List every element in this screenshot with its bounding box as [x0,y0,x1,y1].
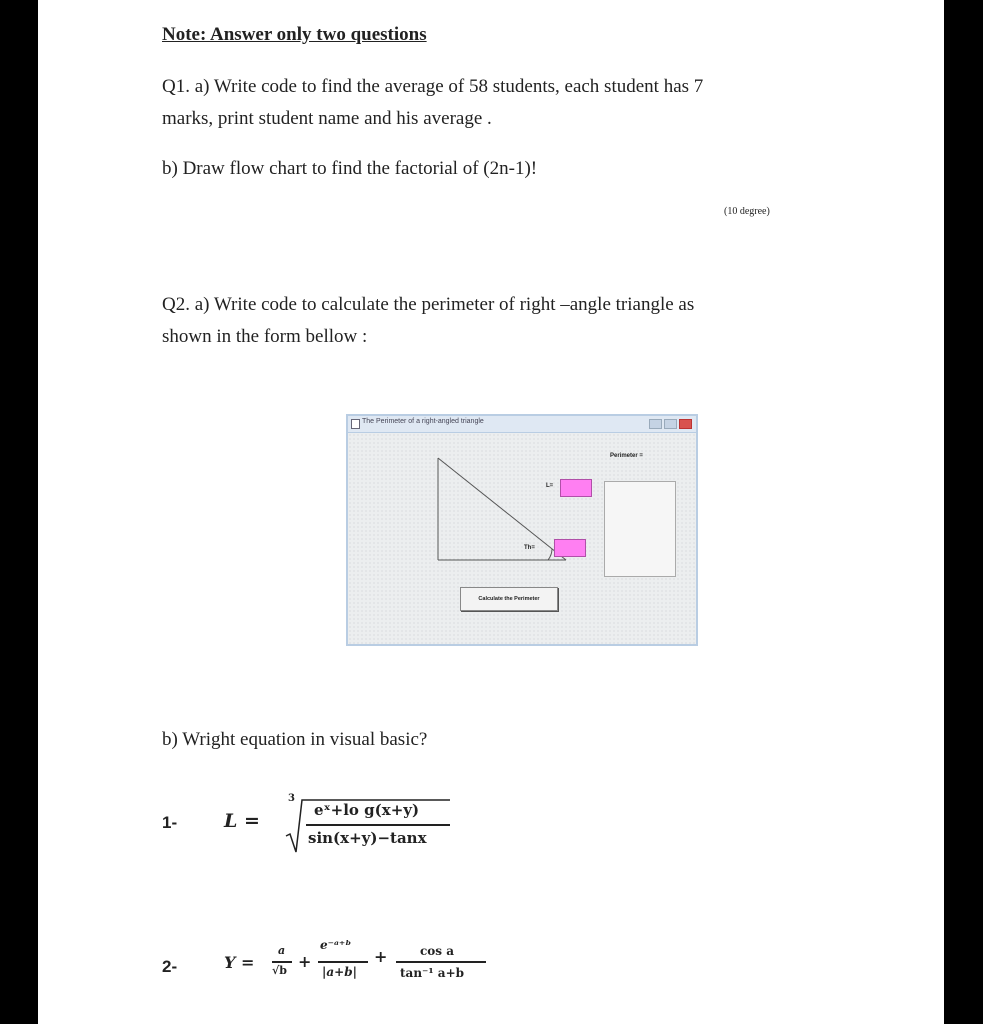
vb-form-screenshot [346,414,698,646]
perimeter-label: Perimeter = [610,453,643,459]
q2a-line1: Q2. a) Write code to calculate the perimeter of right –angle triangle as [162,294,695,315]
fraction-1-denominator: √b [272,964,287,977]
fraction-3-numerator: cos a [420,944,455,958]
window-controls [649,419,692,429]
degree-label: (10 degree) [724,206,770,217]
document-page [38,0,944,1024]
q1a-line1: Q1. a) Write code to find the average of 58 students, each student has 7 [162,76,704,97]
equation-1-denominator: sin(x+y)−tanx [308,829,427,847]
fraction-3-denominator: tan⁻¹ a+b [400,966,465,980]
root-index: 3 [288,793,295,804]
equation-2-number: 2- [162,957,178,976]
fraction-1-bar [272,961,292,963]
q2b-text: b) Wright equation in visual basic? [162,729,428,750]
q2a-line2: shown in the form bellow : [162,326,368,347]
th-textbox[interactable] [554,539,586,557]
vb-form-title: The Perimeter of a right-angled triangle [362,418,484,425]
fraction-2-denominator: |a+b| [322,965,357,979]
equation-1-lhs: L = [224,810,260,832]
close-icon [679,419,692,429]
plus-sign-2: + [374,947,388,966]
th-label: Th= [524,545,535,551]
vb-form-body [348,433,696,644]
plus-sign-1: + [298,952,312,971]
q1b-text: b) Draw flow chart to find the factorial of (2n-1)! [162,158,538,179]
fraction-2-numerator: e⁻ᵃ⁺ᵇ [320,938,352,952]
l-label: L= [546,483,554,489]
equation-2-lhs: Y = [224,953,255,972]
fraction-3-bar [396,961,486,963]
maximize-icon [664,419,677,429]
l-textbox[interactable] [560,479,592,497]
form-window-icon [351,419,360,429]
minimize-icon [649,419,662,429]
fraction-2-bar [318,961,368,963]
perimeter-output [604,481,676,577]
equation-1-numerator: eˣ+lo g(x+y) [314,801,420,819]
q1a-line2: marks, print student name and his average . [162,108,492,129]
fraction-1-numerator: a [278,944,286,957]
vb-form-titlebar [348,416,696,433]
equation-1-number: 1- [162,813,178,832]
note-heading: Note: Answer only two questions [162,24,427,45]
calculate-perimeter-button[interactable]: Calculate the Perimeter [460,587,558,611]
equation-1-fraction-bar [306,824,450,826]
